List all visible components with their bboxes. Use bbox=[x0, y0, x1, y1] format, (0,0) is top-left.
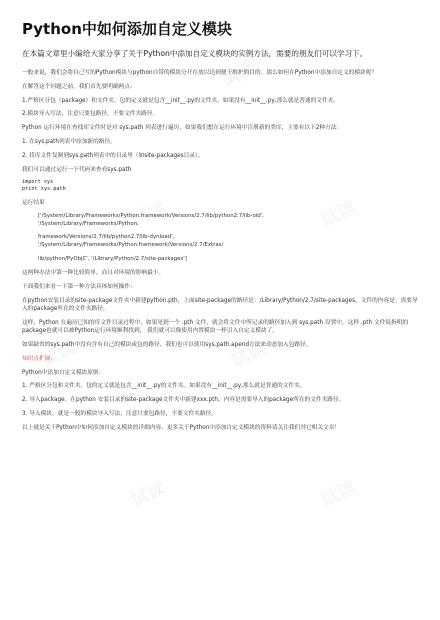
paragraph: Python中添加自定义模块原则： bbox=[22, 369, 105, 376]
code-line: print sys.path bbox=[22, 186, 66, 193]
paragraph: 一般来说，我们会将自己写的Python模块与python自带的模块分开存放以达到便于维护的目的。那么如何在Python中添加自定义的模块呢？ bbox=[22, 70, 378, 76]
paragraph: 1.严格区分包（package）和文件夹。包的定义就是包含__init__.py的文件夹。如果没有__init__.py,那么就是普通的文件夹。 bbox=[22, 97, 340, 104]
paragraph: 下面我们来看一下第一种方法具体如何操作： bbox=[22, 283, 136, 290]
watermark-text bbox=[126, 474, 170, 513]
paragraph: 以上就是关于Python中如何添加自定义模块的详细内容，更多关于Python中添加自定义模块的资料请关注我们其它相关文章！ bbox=[22, 424, 341, 431]
paragraph: 在python安装目录的site-package文件夹中新建python.pth，上面site-package的路径是：/Library/Python/2.7/site-packages，文件的内容是：需要导入的package所在的文件夹路径。 bbox=[22, 297, 418, 313]
result-line: '/System/Library/Frameworks/Python. bbox=[38, 220, 139, 227]
paragraph: 3. 导入模块。就是一般的模块导入写法，注意只要包路径，不要文件夹路径。 bbox=[22, 410, 217, 417]
watermark-text bbox=[316, 474, 360, 513]
paragraph: 2. 导入package。在python 安装目录的site-package文件夹中新建xxx.pth，内容是需要导入的package所在的文件夹路径。 bbox=[22, 397, 345, 404]
result-line: '/System/Library/Frameworks/Python.framework/Versions/2.7/Extras/ bbox=[38, 241, 224, 248]
paragraph: 我们可以通过运行一下代码来查看sys.path bbox=[22, 166, 132, 173]
page-title: Python中如何添加自定义模块 bbox=[22, 20, 232, 38]
paragraph: 如果缺省的sys.path中没有含有自己的模块或包的路径，我们也可以使用sys.path.apend方法来动态加入包路径。 bbox=[22, 341, 312, 348]
paragraph: 在解答这个问题之前，我们首先要明确两点： bbox=[22, 83, 136, 90]
document-page bbox=[22, 18, 418, 438]
code-line: import sys bbox=[22, 179, 54, 186]
paragraph: 2. 将库文件复制到sys.path列表中的目录里（如site-packages目录）。 bbox=[22, 152, 204, 159]
code-snippet bbox=[22, 179, 418, 193]
paragraph: 1. 在sys.path列表中添加新的路径。 bbox=[22, 138, 116, 145]
paragraph: 2.模块导入写法，注意只要包路径，不要文件夹路径。 bbox=[22, 111, 159, 118]
result-label: 运行结果 bbox=[22, 200, 45, 207]
result-line: lib/python/PyObjC', '/Library/Python/2.7/site-packages'] bbox=[38, 255, 187, 262]
intro-paragraph: 在本篇文章里小编给大家分享了关于Python中添加自定义模块的实例方法，需要的朋友们可以学习下。 bbox=[22, 49, 368, 58]
paragraph: 这两种办法中第一种比较简单，而且对环境的影响最小。 bbox=[22, 270, 165, 277]
paragraph: 1. 严格区分包和文件夹。包的定义就是包含__init__.py的文件夹。如果没有__init__.py,那么就是普通的文件夹。 bbox=[22, 383, 306, 390]
paragraph: Python 运行环境在查找库文件时是对 sys.path 列表进行遍历，如果我们想在运行环境中注册新的类库，主要有以下2种方法： bbox=[22, 125, 343, 132]
result-line: ['/System/Library/Frameworks/Python.framework/Versions/2.7/lib/python2.7/lib-old', bbox=[38, 213, 264, 220]
result-block bbox=[38, 213, 418, 263]
result-line: framework/Versions/2.7/lib/python2.7/lib-dynload', bbox=[38, 234, 175, 241]
knowledge-heading: 知识点扩展： bbox=[22, 355, 57, 362]
paragraph: 这样，Python 在遍历已知的库文件目录过程中，如果见到一个 .pth 文件，就会将文件中所记录的路径加入到 sys.path 设置中，这样 .pth 文件说指明的package也就可以被Python运行环境顺利找到， 我们就可以像使用内置模块一样引入自定义模块了。 bbox=[22, 319, 409, 335]
